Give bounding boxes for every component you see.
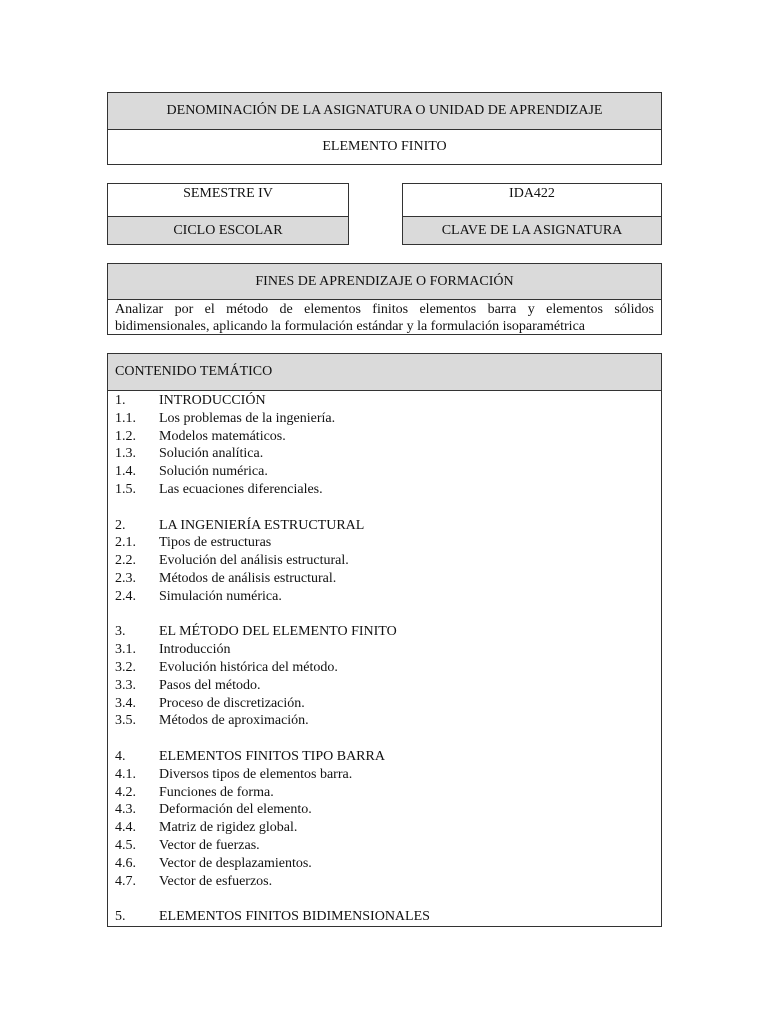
topic-number: 3.5. xyxy=(115,713,136,729)
unit-spacer xyxy=(115,499,661,517)
topic-text: Solución analítica. xyxy=(159,446,264,462)
topic-number: 1.2. xyxy=(115,428,136,444)
topic-number: 4.2. xyxy=(115,784,136,800)
learning-purpose-table xyxy=(107,263,662,335)
topic-item xyxy=(115,766,661,784)
unit-title: ELEMENTOS FINITOS BIDIMENSIONALES xyxy=(159,909,430,925)
course-name-header: DENOMINACIÓN DE LA ASIGNATURA O UNIDAD DE APRENDIZAJE xyxy=(108,93,661,129)
thematic-content-table xyxy=(107,353,662,927)
topic-number: 1.5. xyxy=(115,481,136,497)
unit-number: 1. xyxy=(115,393,126,408)
topic-text: Solución numérica. xyxy=(159,464,268,480)
learning-purpose-text: Analizar por el método de elementos finitos elementos barra y elementos sólidos bidimensionales, aplicando la formulación estándar y la formulación isoparamétrica xyxy=(108,299,661,334)
topic-number: 3.1. xyxy=(115,642,136,658)
topic-item xyxy=(115,784,661,802)
topic-number: 3.3. xyxy=(115,677,136,693)
topic-text: Funciones de forma. xyxy=(159,784,274,800)
unit-number: 4. xyxy=(115,748,126,764)
unit-heading xyxy=(115,392,661,410)
topic-item xyxy=(115,588,661,606)
topic-item xyxy=(115,481,661,499)
topic-text: Vector de esfuerzos. xyxy=(159,873,273,889)
topic-item xyxy=(115,819,661,837)
topic-item xyxy=(115,445,661,463)
course-code-label: CLAVE DE LA ASIGNATURA xyxy=(403,216,661,244)
topic-item xyxy=(115,855,661,873)
thematic-content-header: CONTENIDO TEMÁTICO xyxy=(108,354,661,390)
learning-purpose-header: FINES DE APRENDIZAJE O FORMACIÓN xyxy=(108,264,661,299)
topic-text: Diversos tipos de elementos barra. xyxy=(159,766,353,782)
course-name-table xyxy=(107,92,662,165)
topic-number: 4.5. xyxy=(115,837,136,853)
unit-number: 5. xyxy=(115,909,126,925)
school-cycle-label: CICLO ESCOLAR xyxy=(108,216,348,244)
unit-heading xyxy=(115,908,661,926)
topic-item xyxy=(115,570,661,588)
topic-text: Los problemas de la ingeniería. xyxy=(159,410,336,426)
semester-value: SEMESTRE IV xyxy=(183,186,273,201)
school-cycle-table xyxy=(107,183,349,245)
topic-text: Matriz de rigidez global. xyxy=(159,820,298,836)
topic-text: Vector de desplazamientos. xyxy=(159,855,312,871)
topic-number: 1.3. xyxy=(115,446,136,462)
topic-item xyxy=(115,695,661,713)
course-name-value: ELEMENTO FINITO xyxy=(108,129,661,164)
topic-item xyxy=(115,873,661,891)
topic-number: 1.1. xyxy=(115,410,136,426)
topic-item xyxy=(115,837,661,855)
topic-list xyxy=(115,392,661,926)
topic-number: 3.4. xyxy=(115,695,136,711)
topic-text: Simulación numérica. xyxy=(159,588,282,604)
topic-number: 3.2. xyxy=(115,659,136,675)
topic-number: 4.4. xyxy=(115,820,136,836)
topic-number: 2.4. xyxy=(115,588,136,604)
topic-text: Métodos de análisis estructural. xyxy=(159,570,337,586)
topic-item xyxy=(115,428,661,446)
unit-number: 3. xyxy=(115,624,126,640)
unit-title: INTRODUCCIÓN xyxy=(159,393,266,408)
topic-item xyxy=(115,410,661,428)
unit-heading xyxy=(115,748,661,766)
topic-text: Evolución del análisis estructural. xyxy=(159,553,349,569)
topic-text: Modelos matemáticos. xyxy=(159,428,286,444)
unit-heading xyxy=(115,517,661,535)
topic-text: Deformación del elemento. xyxy=(159,802,312,818)
topic-item xyxy=(115,463,661,481)
unit-spacer xyxy=(115,606,661,624)
topic-number: 4.6. xyxy=(115,855,136,871)
topic-item xyxy=(115,552,661,570)
topic-number: 4.3. xyxy=(115,802,136,818)
topic-text: Introducción xyxy=(159,642,231,658)
topic-number: 1.4. xyxy=(115,464,136,480)
unit-spacer xyxy=(115,890,661,908)
topic-item xyxy=(115,534,661,552)
topic-item xyxy=(115,801,661,819)
topic-item xyxy=(115,677,661,695)
unit-spacer xyxy=(115,730,661,748)
topic-number: 2.3. xyxy=(115,570,136,586)
thematic-content-body xyxy=(108,390,661,926)
topic-item xyxy=(115,641,661,659)
topic-text: Métodos de aproximación. xyxy=(159,713,309,729)
unit-title: LA INGENIERÍA ESTRUCTURAL xyxy=(159,517,365,533)
topic-text: Evolución histórica del método. xyxy=(159,659,338,675)
unit-number: 2. xyxy=(115,517,126,533)
topic-text: Tipos de estructuras xyxy=(159,535,272,551)
unit-heading xyxy=(115,623,661,641)
topic-number: 4.7. xyxy=(115,873,136,889)
topic-text: Pasos del método. xyxy=(159,677,261,693)
topic-text: Las ecuaciones diferenciales. xyxy=(159,481,323,497)
course-code-table xyxy=(402,183,662,245)
topic-text: Proceso de discretización. xyxy=(159,695,305,711)
topic-item xyxy=(115,712,661,730)
topic-number: 2.2. xyxy=(115,553,136,569)
topic-number: 2.1. xyxy=(115,535,136,551)
unit-title: EL MÉTODO DEL ELEMENTO FINITO xyxy=(159,624,397,640)
topic-text: Vector de fuerzas. xyxy=(159,837,260,853)
topic-item xyxy=(115,659,661,677)
course-code-value: IDA422 xyxy=(509,186,555,201)
topic-number: 4.1. xyxy=(115,766,136,782)
unit-title: ELEMENTOS FINITOS TIPO BARRA xyxy=(159,748,385,764)
